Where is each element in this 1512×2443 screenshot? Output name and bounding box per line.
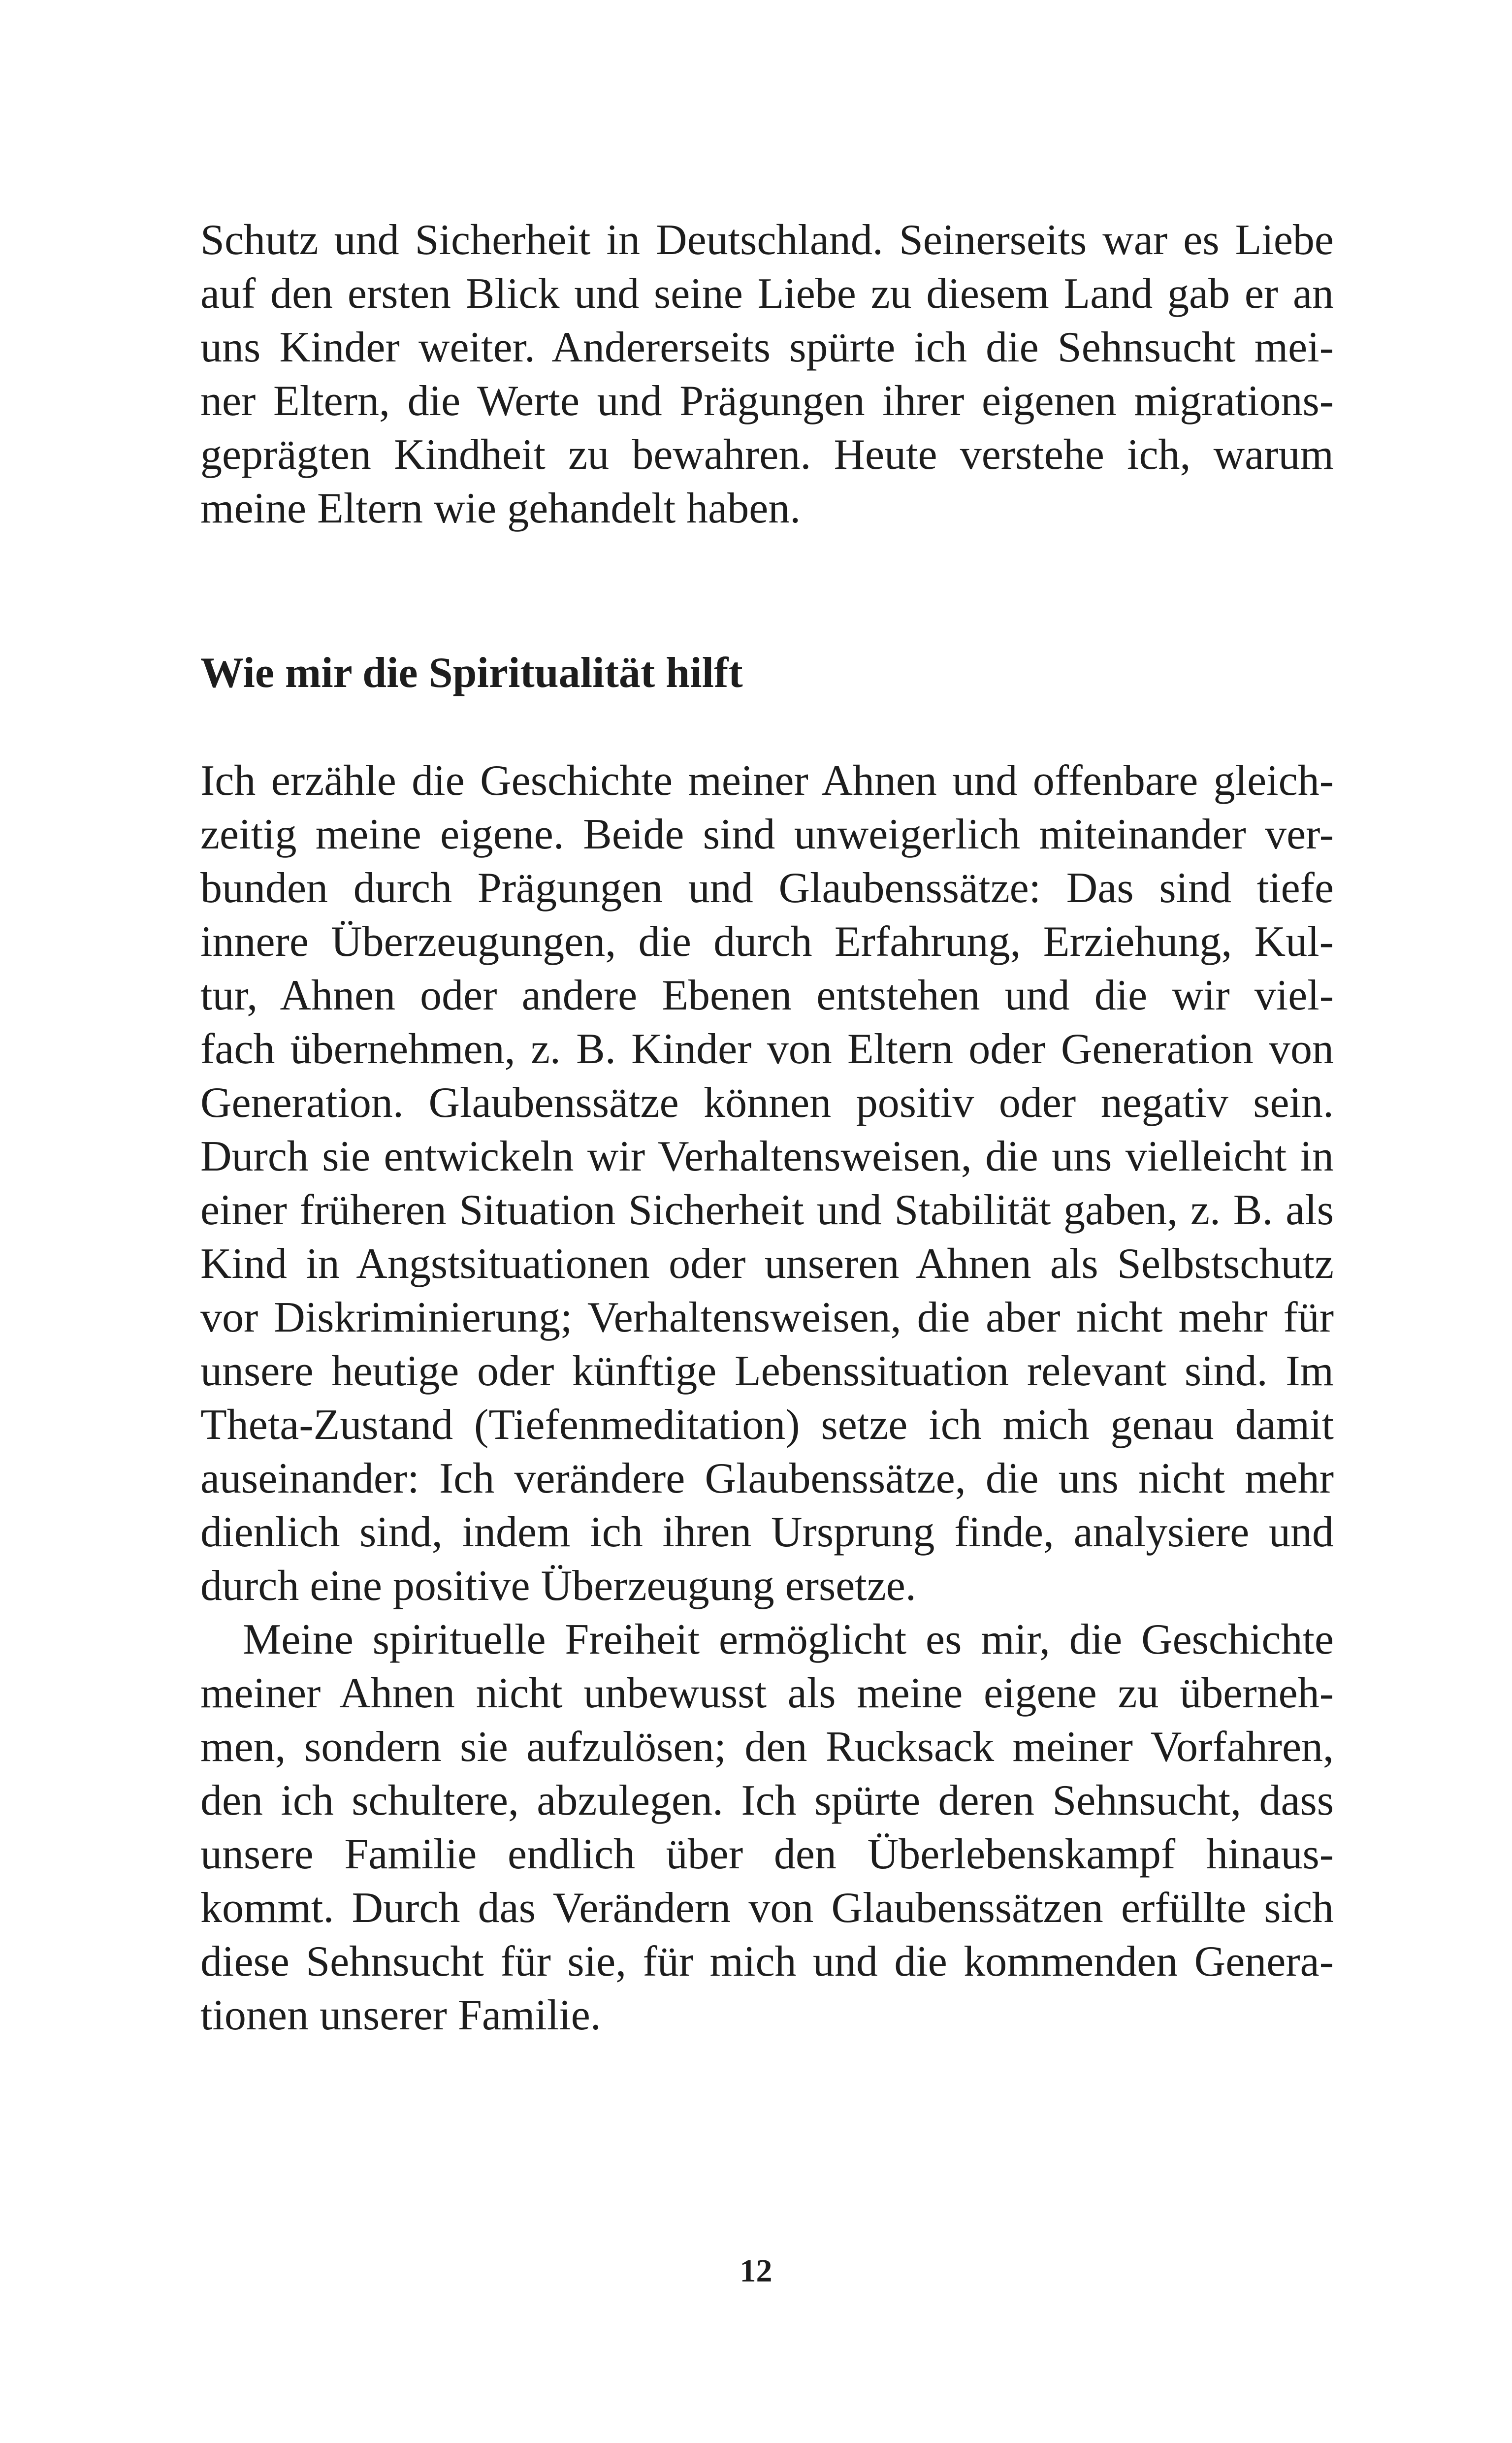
text-line: vor Diskriminierung; Verhaltensweisen, die aber nicht mehr für: [200, 1294, 1334, 1341]
text-line: den ich schultere, abzulegen. Ich spürte deren Sehnsucht, dass: [200, 1777, 1334, 1824]
text-line: unsere Familie endlich über den Überlebenskampf hinaus-: [200, 1830, 1334, 1878]
text-line: geprägten Kindheit zu bewahren. Heute verstehe ich, warum: [200, 431, 1334, 479]
text-line: dienlich sind, indem ich ihren Ursprung finde, analysiere und: [200, 1508, 1334, 1556]
text-line: tur, Ahnen oder andere Ebenen entstehen und die wir viel-: [200, 972, 1334, 1019]
text-line: tionen unserer Familie.: [200, 1991, 601, 2039]
text-line: einer früheren Situation Sicherheit und Stabilität gaben, z. B. als: [200, 1186, 1334, 1234]
text-line: zeitig meine eigene. Beide sind unweigerlich miteinander ver-: [200, 811, 1334, 858]
text-line: Theta-Zustand (Tiefenmeditation) setze ich mich genau damit: [200, 1401, 1334, 1449]
text-line: auf den ersten Blick und seine Liebe zu diesem Land gab er an: [200, 270, 1334, 318]
text-line: Schutz und Sicherheit in Deutschland. Seinerseits war es Liebe: [200, 216, 1334, 264]
text-line: Meine spirituelle Freiheit ermöglicht es mir, die Geschichte: [243, 1616, 1334, 1663]
section-heading: Wie mir die Spiritualität hilft: [200, 649, 743, 697]
paragraph-main: [200, 754, 1334, 1613]
text-line: Ich erzähle die Geschichte meiner Ahnen und offenbare gleich-: [200, 757, 1334, 805]
text-line: fach übernehmen, z. B. Kinder von Eltern oder Generation von: [200, 1025, 1334, 1073]
paragraph-continued: [200, 213, 1334, 535]
text-line: meiner Ahnen nicht unbewusst als meine eigene zu überneh-: [200, 1669, 1334, 1717]
text-line: diese Sehnsucht für sie, für mich und die kommenden Genera-: [200, 1938, 1334, 1986]
text-line: kommt. Durch das Verändern von Glaubenssätzen erfüllte sich: [200, 1884, 1334, 1932]
text-line: durch eine positive Überzeugung ersetze.: [200, 1562, 916, 1610]
text-line: bunden durch Prägungen und Glaubenssätze: Das sind tiefe: [200, 864, 1334, 912]
text-line: Kind in Angstsituationen oder unseren Ahnen als Selbstschutz: [200, 1240, 1334, 1288]
text-line: ner Eltern, die Werte und Prägungen ihrer eigenen migrations-: [200, 377, 1334, 425]
text-line: innere Überzeugungen, die durch Erfahrung, Erziehung, Kul-: [200, 918, 1334, 966]
text-line: unsere heutige oder künftige Lebenssituation relevant sind. Im: [200, 1347, 1334, 1395]
text-line: Generation. Glaubenssätze können positiv oder negativ sein.: [200, 1079, 1334, 1127]
text-line: Durch sie entwickeln wir Verhaltensweisen, die uns vielleicht in: [200, 1133, 1334, 1180]
page-number: 12: [740, 2253, 772, 2289]
text-line: meine Eltern wie gehandelt haben.: [200, 485, 801, 532]
text-line: auseinander: Ich verändere Glaubenssätze, die uns nicht mehr: [200, 1455, 1334, 1502]
paragraph-final: [200, 1613, 1334, 2042]
text-line: uns Kinder weiter. Andererseits spürte ich die Sehnsucht mei-: [200, 324, 1334, 371]
text-line: men, sondern sie aufzulösen; den Rucksack meiner Vorfahren,: [200, 1723, 1334, 1771]
